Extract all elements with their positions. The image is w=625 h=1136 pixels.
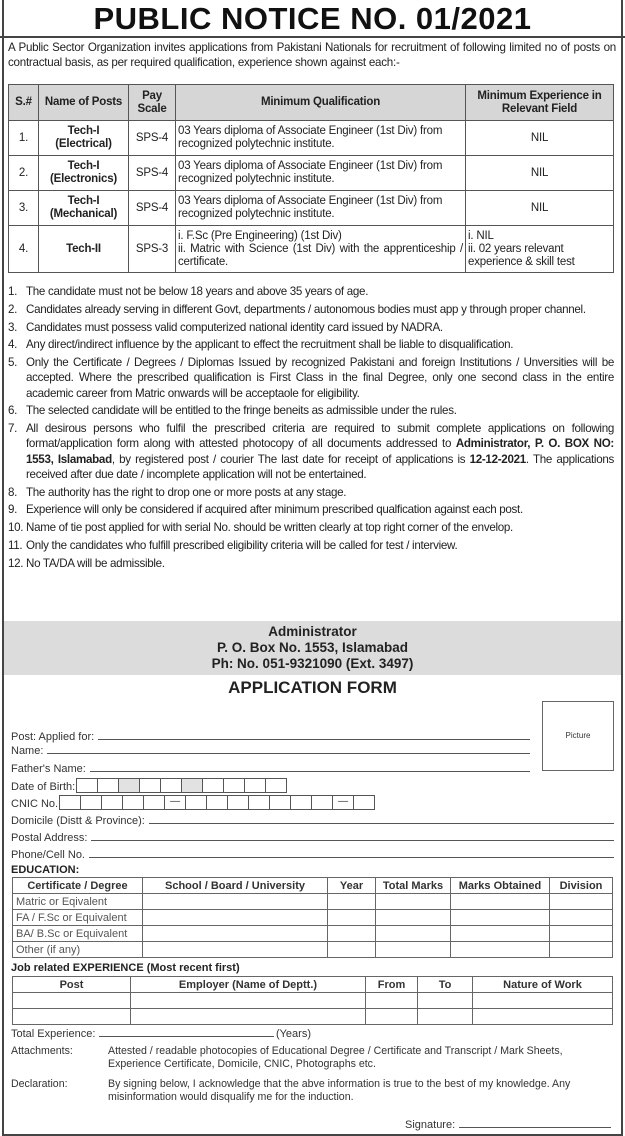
post-applied-field[interactable] — [11, 729, 530, 743]
note-item — [8, 556, 614, 571]
edu-cell[interactable] — [376, 942, 451, 958]
experience-1: i. NIL — [468, 229, 494, 242]
note-text-part: All desirous persons who fulfil the prescribed criteria are required to submit complete applications on following format/application form along with attested photocopy of all documents addressed to — [26, 422, 614, 451]
note-number: 9. — [8, 503, 18, 517]
education-row — [13, 926, 613, 942]
note-text: Any direct/indirect influence by the applicant to effect the recruitment shall be liable to disqualification. — [26, 338, 514, 352]
exp-header: To — [418, 977, 473, 993]
pay-scale: SPS-4 — [129, 121, 176, 156]
note-text: The candidate must not be below 18 years and above 35 years of age. — [26, 285, 369, 298]
input-line[interactable] — [91, 840, 614, 841]
table-row — [9, 121, 614, 156]
edu-header: Division — [550, 878, 613, 894]
sn: 2. — [9, 156, 39, 191]
edu-cell[interactable] — [376, 910, 451, 926]
father-name-field[interactable] — [11, 761, 530, 775]
admin-title: Administrator — [268, 624, 357, 639]
note-text: Candidates must possess valid computerized national identity card issued by NADRA. — [26, 320, 443, 334]
field-label: Phone/Cell No. — [11, 849, 85, 861]
note-item — [8, 502, 614, 517]
edu-header: Total Marks — [376, 878, 451, 894]
note-text — [26, 421, 614, 482]
field-label: Post: Applied for: — [11, 731, 95, 743]
input-line[interactable] — [98, 739, 530, 740]
edu-cell[interactable] — [143, 910, 328, 926]
experience — [466, 226, 614, 273]
attachments-text: Attested / readable photocopies of Educational Degree / Certificate and Transcript / Mark Sheets, Experience Certificate, Domicile, CNIC, Photographs etc. — [108, 1045, 563, 1070]
attachments-block — [11, 1045, 616, 1073]
application-form-title: APPLICATION FORM — [228, 678, 397, 697]
input-line[interactable] — [90, 771, 530, 772]
degree-label: FA / F.Sc or Equivalent — [13, 910, 143, 926]
note-text: Experience will only be considered if acquired after minimum prescribed qualfication against each post. — [26, 503, 523, 517]
pay-scale: SPS-4 — [129, 156, 176, 191]
cnic-boxes[interactable] — [60, 795, 375, 810]
edu-cell[interactable] — [328, 926, 376, 942]
experience-heading: Job related EXPERIENCE (Most recent first) — [11, 962, 240, 974]
table-row — [9, 156, 614, 191]
notes-list — [8, 284, 614, 574]
note-text-part: . The applications received after due date / incomplete application will not be entertained. — [26, 452, 614, 481]
postal-address-field[interactable] — [11, 830, 614, 844]
edu-cell[interactable] — [451, 910, 550, 926]
degree-label: Matric or Eqivalent — [13, 894, 143, 910]
admin-address-block — [4, 621, 621, 675]
experience: NIL — [466, 191, 614, 226]
input-line[interactable] — [47, 753, 530, 754]
note-text: No TA/DA will be admissible. — [26, 556, 165, 570]
note-number: 12. — [8, 556, 24, 570]
exp-cell[interactable] — [366, 1009, 418, 1025]
dob-boxes[interactable] — [77, 778, 287, 793]
deadline-date: 12-12-2021 — [469, 452, 526, 466]
exp-header: Post — [13, 977, 131, 993]
intro-text: A Public Sector Organization invites applications from Pakistani Nationals for recruitment of following limited no of posts on contractual basis, as per required qualification, experience shown against each:- — [8, 41, 616, 69]
exp-cell[interactable] — [473, 993, 613, 1009]
note-number: 5. — [8, 356, 18, 370]
note-text: Only the candidates who fulfill prescribed eligibility criteria will be called for test / interview. — [26, 538, 458, 552]
notice-title: PUBLIC NOTICE NO. 01/2021 — [0, 0, 625, 38]
exp-cell[interactable] — [13, 1009, 131, 1025]
education-row — [13, 894, 613, 910]
note-number: 7. — [8, 422, 18, 436]
dob-field[interactable] — [11, 777, 287, 793]
edu-cell[interactable] — [143, 926, 328, 942]
phone-field[interactable] — [11, 847, 614, 861]
input-line[interactable] — [89, 857, 614, 858]
attachments-label: Attachments: — [11, 1045, 73, 1057]
note-item — [8, 403, 614, 418]
edu-cell[interactable] — [451, 926, 550, 942]
note-item — [8, 284, 614, 299]
name-field[interactable] — [11, 743, 530, 757]
note-item — [8, 485, 614, 500]
edu-cell[interactable] — [550, 942, 613, 958]
note-number: 3. — [8, 320, 18, 334]
cnic-dash: — — [164, 795, 186, 810]
field-label: Postal Address: — [11, 832, 88, 844]
declaration-block — [11, 1078, 616, 1106]
signature-field[interactable] — [405, 1117, 611, 1131]
note-number: 4. — [8, 338, 18, 352]
admin-phone: Ph: No. 051-9321090 (Ext. 3497) — [211, 656, 414, 671]
edu-cell[interactable] — [328, 894, 376, 910]
header-sn: S.# — [9, 85, 39, 121]
admin-po-box: P. O. Box No. 1553, Islamabad — [216, 640, 409, 655]
exp-cell[interactable] — [131, 1009, 366, 1025]
field-label: Father's Name: — [11, 763, 86, 775]
header-name: Name of Posts — [39, 85, 129, 121]
exp-cell[interactable] — [13, 993, 131, 1009]
note-text: The selected candidate will be entitled to the fringe beneits as admissible under the rules. — [26, 404, 457, 418]
note-number: 10. — [8, 521, 24, 535]
degree-label: BA/ B.Sc or Equivalent — [13, 926, 143, 942]
cnic-field[interactable] — [11, 794, 375, 810]
field-label: Name: — [11, 745, 44, 757]
input-line[interactable] — [99, 1036, 274, 1037]
degree-label: Other (if any) — [13, 942, 143, 958]
post-name: Tech-II — [39, 226, 129, 273]
cnic-dash: — — [332, 795, 354, 810]
picture-box[interactable]: Picture — [542, 701, 614, 771]
note-number: 11. — [8, 538, 23, 552]
qualification — [176, 226, 466, 273]
qualification-2: ii. Matric with Science (1st Div) with the apprenticeship / certificate. — [178, 242, 463, 268]
post-name: Tech-I (Electrical) — [39, 121, 129, 156]
note-text: Candidates already serving in different Govt, departments / autonomous bodies must app y through proper channel. — [26, 302, 586, 316]
declaration-label: Declaration: — [11, 1078, 68, 1090]
domicile-field[interactable] — [11, 813, 614, 827]
address-bold: Administrator, P. O. BOX NO: 1553, Islamabad — [26, 437, 614, 466]
field-label: Total Experience: — [11, 1028, 96, 1040]
post-name: Tech-I (Electronics) — [39, 156, 129, 191]
sn: 4. — [9, 226, 39, 273]
experience-table — [12, 976, 613, 1025]
edu-cell[interactable] — [451, 894, 550, 910]
exp-cell[interactable] — [366, 993, 418, 1009]
edu-cell[interactable] — [143, 894, 328, 910]
input-line[interactable] — [149, 823, 614, 824]
experience-2: ii. 02 years relevant experience & skill test — [468, 242, 575, 268]
field-label: Domicile (Distt & Province): — [11, 815, 145, 827]
edu-header: School / Board / University — [143, 878, 328, 894]
declaration-text: By signing below, I acknowledge that the abve information is true to the best of my knowledge. Any misinformation would disqualify me for the induction. — [108, 1078, 571, 1103]
field-label: Date of Birth: — [11, 781, 76, 793]
table-header-row — [9, 85, 614, 121]
edu-cell[interactable] — [376, 894, 451, 910]
qualification: 03 Years diploma of Associate Engineer (1st Div) from recognized polytechnic institute. — [176, 191, 466, 226]
sn: 1. — [9, 121, 39, 156]
qualification-1: i. F.Sc (Pre Engineering) (1st Div) — [178, 229, 342, 242]
note-item — [8, 302, 614, 317]
edu-header: Certificate / Degree — [13, 878, 143, 894]
note-text-part: , by registered post / courier The last date for receipt of applications is — [111, 452, 470, 466]
experience: NIL — [466, 121, 614, 156]
years-label: (Years) — [275, 1028, 311, 1040]
note-item — [8, 538, 614, 553]
table-row — [9, 226, 614, 273]
note-number: 8. — [8, 485, 18, 499]
education-header-row — [13, 878, 613, 894]
exp-header: Employer (Name of Deptt.) — [131, 977, 366, 993]
note-number: 1. — [8, 285, 18, 298]
header-experience: Minimum Experience in Relevant Field — [466, 85, 614, 121]
pay-scale: SPS-4 — [129, 191, 176, 226]
qualification: 03 Years diploma of Associate Engineer (1st Div) from recognized polytechnic institute. — [176, 121, 466, 156]
note-number: 2. — [8, 302, 18, 316]
exp-cell[interactable] — [131, 993, 366, 1009]
field-label: CNIC No. — [11, 798, 59, 810]
edu-cell[interactable] — [451, 942, 550, 958]
pay-scale: SPS-3 — [129, 226, 176, 273]
note-item — [8, 421, 614, 482]
edu-cell[interactable] — [550, 894, 613, 910]
experience-header-row — [13, 977, 613, 993]
field-label: Signature: — [405, 1119, 456, 1131]
experience-row — [13, 993, 613, 1009]
experience: NIL — [466, 156, 614, 191]
edu-cell[interactable] — [328, 910, 376, 926]
note-item — [8, 520, 614, 535]
qualification: 03 Years diploma of Associate Engineer (1st Div) from recognized polytechnic institute. — [176, 156, 466, 191]
edu-cell[interactable] — [328, 942, 376, 958]
education-row — [13, 942, 613, 958]
exp-cell[interactable] — [473, 1009, 613, 1025]
note-item — [8, 320, 614, 335]
note-item — [8, 355, 614, 401]
edu-cell[interactable] — [376, 926, 451, 942]
input-line[interactable] — [459, 1127, 611, 1128]
education-row — [13, 910, 613, 926]
note-item — [8, 337, 614, 352]
edu-cell[interactable] — [550, 926, 613, 942]
education-heading: EDUCATION: — [11, 864, 80, 876]
experience-row — [13, 1009, 613, 1025]
total-experience-field[interactable] — [11, 1026, 311, 1040]
edu-cell[interactable] — [550, 910, 613, 926]
note-text: Only the Certificate / Degrees / Diplomas Issued by recognized Pakistani and foreign Institutions / Unversities will be accepted. Where the prescribed qualification is First Class in the final Degree, only one second class in the entire academic career from Matric onwards will be acceptaole for eligibility. — [26, 356, 614, 400]
header-scale: Pay Scale — [129, 85, 176, 121]
exp-header: Nature of Work — [473, 977, 613, 993]
post-name: Tech-I (Mechanical) — [39, 191, 129, 226]
education-table — [12, 877, 613, 958]
edu-header: Marks Obtained — [451, 878, 550, 894]
edu-cell[interactable] — [143, 942, 328, 958]
table-row — [9, 191, 614, 226]
edu-header: Year — [328, 878, 376, 894]
sn: 3. — [9, 191, 39, 226]
exp-cell[interactable] — [418, 993, 473, 1009]
note-number: 6. — [8, 404, 18, 418]
header-qualification: Minimum Qualification — [176, 85, 466, 121]
note-text: Name of tie post applied for with serial No. should be written clearly at top right corner of the envelop. — [26, 521, 513, 535]
posts-table — [8, 84, 614, 273]
exp-cell[interactable] — [418, 1009, 473, 1025]
exp-header: From — [366, 977, 418, 993]
note-text: The authority has the right to drop one or more posts at any stage. — [26, 485, 347, 499]
